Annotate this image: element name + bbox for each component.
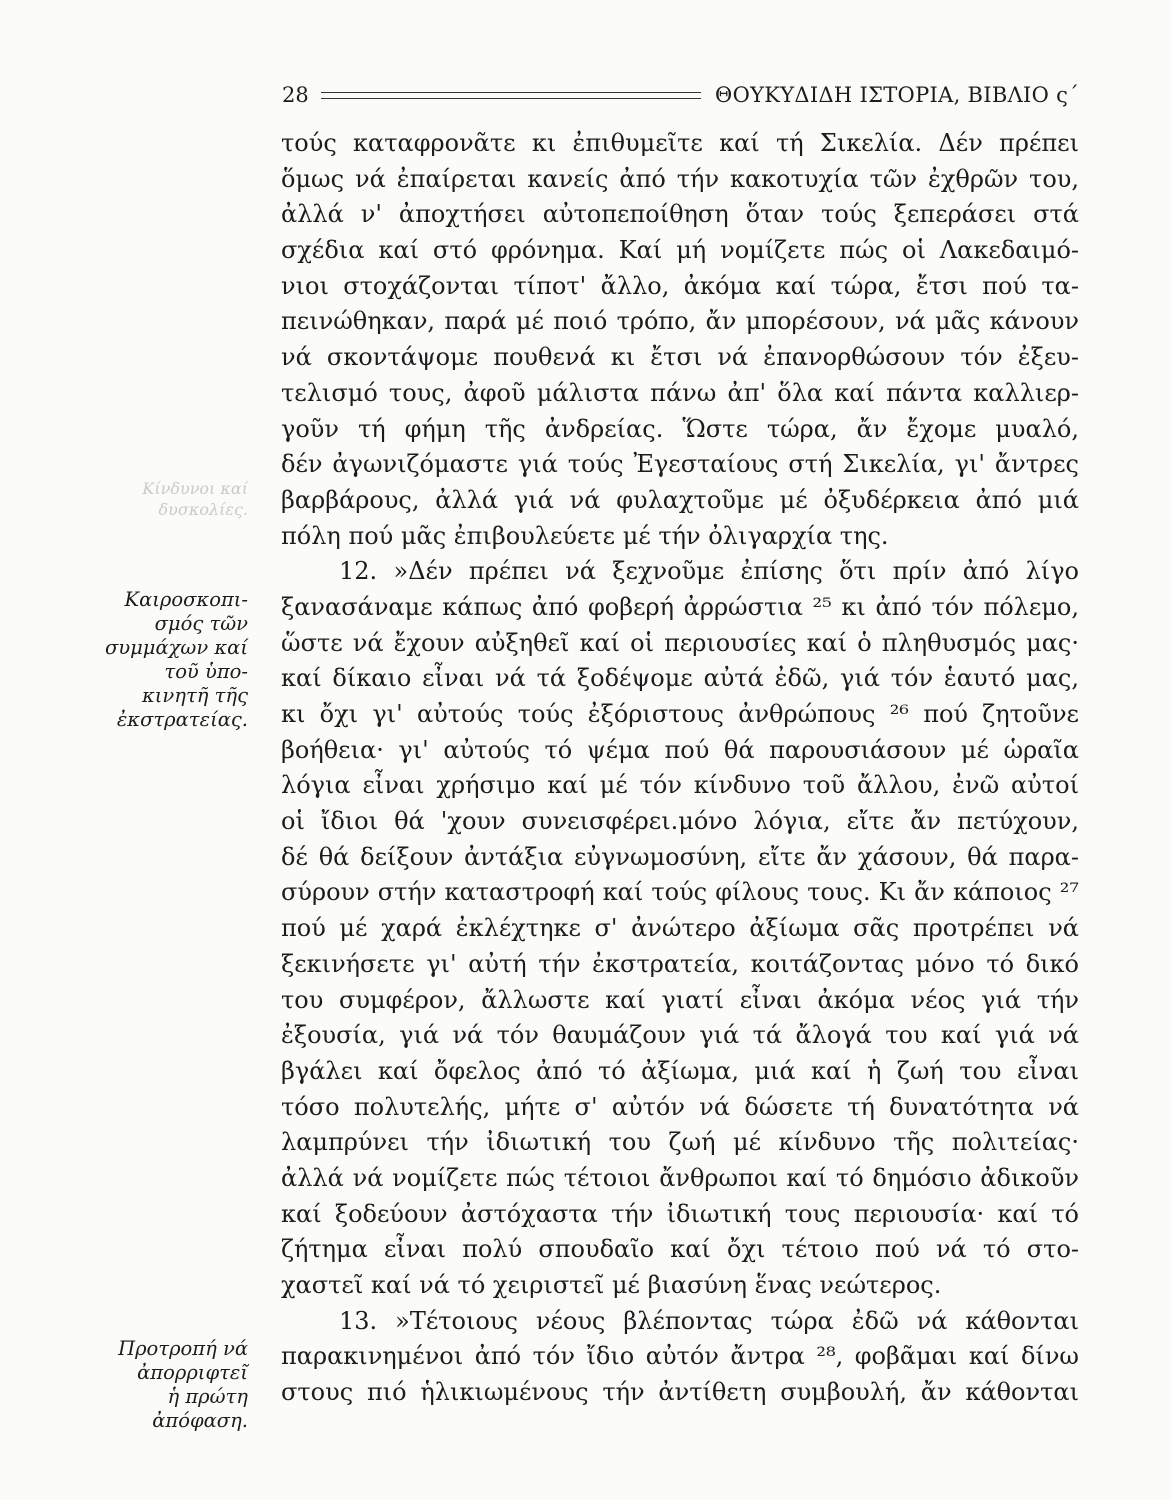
text-line: τελισμό τους, ἀφοῦ μάλιστα πάνω ἀπ' ὅλα καί πάντα καλλιερ-: [281, 378, 1079, 407]
text-line: του συμφέρον, ἄλλωστε καί γιατί εἶναι ἀκόμα νέος γιά τήν: [281, 985, 1079, 1014]
page-number: 28: [282, 83, 309, 107]
text-line: ζήτημα εἶναι πολύ σπουδαῖο καί ὄχι τέτοιο πού νά τό στο-: [281, 1235, 1079, 1264]
side-note-line: συμμάχων καί: [104, 636, 248, 659]
text-line: τούς καταφρονᾶτε κι ἐπιθυμεῖτε καί τή Σικελία. Δέν πρέπει: [281, 129, 1079, 157]
text-line: οἱ ἴδιοι θά 'χουν συνεισφέρει.μόνο λόγια, εἴτε ἄν πετύχουν,: [281, 807, 1079, 836]
text-line: βγάλει καί ὄφελος ἀπό τό ἀξίωμα, μιά καί ἡ ζωή του εἶναι: [281, 1056, 1079, 1085]
text-line: ξανασάναμε κάπως ἀπό φοβερή ἀρρώστια ²⁵ κι ἀπό τόν πόλεμο,: [281, 592, 1079, 621]
header-double-rule: [321, 92, 701, 99]
side-note-line: τοῦ ὑπο-: [164, 660, 248, 683]
text-line: γοῦν τή φήμη τῆς ἀνδρείας. Ὥστε τώρα, ἄν ἔχομε μυαλό,: [281, 414, 1079, 443]
text-line: πόλη πού μᾶς ἐπιβουλεύετε μέ τήν ὀλιγαρχία της.: [281, 521, 889, 550]
text-line: καί ξοδεύουν ἀστόχαστα τήν ἰδιωτική τους περιουσία· καί τό: [281, 1199, 1079, 1228]
text-line: βοήθεια· γι' αὐτούς τό ψέμα πού θά παρουσιάσουν μέ ὡραῖα: [281, 735, 1079, 764]
side-note-line: ἀπόφαση.: [152, 1409, 248, 1432]
side-note-line: σμός τῶν: [154, 612, 248, 635]
text-line: λαμπρύνει τήν ἰδιωτική του ζωή μέ κίνδυνο τῆς πολιτείας·: [281, 1128, 1079, 1157]
side-note-line: Προτροπή νά: [118, 1337, 248, 1360]
text-line: λόγια εἶναι χρήσιμο καί μέ τόν κίνδυνο τοῦ ἄλλου, ἐνῶ αὐτοί: [281, 771, 1079, 800]
side-note-exhortation: [88, 1337, 248, 1433]
side-note-line: ἡ πρώτη: [167, 1385, 248, 1408]
text-line: νιοι στοχάζονται τίποτ' ἄλλο, ἀκόμα καί τώρα, ἔτσι πού τα-: [281, 271, 1079, 300]
text-line: νά σκοντάψομε πουθενά κι ἔτσι νά ἐπανορθώσουν τόν ἐξευ-: [281, 343, 1079, 372]
body-text: [281, 126, 1079, 1411]
section-12-start: 12. »Δέν πρέπει νά ξεχνοῦμε ἐπίσης ὅτι πρίν ἀπό λίγο: [339, 557, 1079, 586]
text-line: πού μέ χαρά ἐκλέχτηκε σ' ἀνώτερο ἀξίωμα σᾶς προτρέπει νά: [281, 914, 1079, 943]
text-line: ἐξουσία, γιά νά τόν θαυμάζουν γιά τά ἄλογά του καί γιά νά: [281, 1021, 1079, 1050]
side-note-line: κινητῆ τῆς: [141, 684, 248, 707]
text-line: κι ὄχι γι' αὐτούς τούς ἐξόριστους ἀνθρώπους ²⁶ πού ζητοῦνε: [281, 700, 1079, 728]
text-line: σύρουν στήν καταστροφή καί τούς φίλους τους. Κι ἄν κάποιος ²⁷: [281, 878, 1079, 907]
text-line: ἀλλά ν' ἀποχτήσει αὐτοπεποίθηση ὅταν τούς ξεπεράσει στά: [281, 200, 1079, 229]
side-note-line: Καιροσκοπι-: [124, 588, 248, 611]
text-line: ξεκινήσετε γι' αὐτή τήν ἐκστρατεία, κοιτάζοντας μόνο τό δικό: [281, 949, 1079, 978]
side-note-line: Κίνδυνοι καί: [142, 479, 248, 498]
text-line: δέν ἀγωνιζόμαστε γιά τούς Ἐγεσταίους στή Σικελία, γι' ἄντρες: [281, 450, 1079, 479]
running-header: [282, 78, 1079, 112]
side-note-line: δυσκολίες.: [158, 500, 248, 519]
text-line: χαστεῖ καί νά τό χειριστεῖ μέ βιασύνη ἕνας νεώτερος.: [281, 1271, 942, 1299]
text-line: στους πιό ἡλικιωμένους τήν ἀντίθετη συμβουλή, ἄν κάθονται: [281, 1378, 1079, 1407]
text-line: βαρβάρους, ἀλλά γιά νά φυλαχτοῦμε μέ ὀξυδέρκεια ἀπό μιά: [281, 485, 1079, 514]
text-line: πεινώθηκαν, παρά μέ ποιό τρόπο, ἄν μπορέσουν, νά μᾶς κάνουν: [281, 307, 1079, 336]
text-line: σχέδια καί στό φρόνημα. Καί μή νομίζετε πώς οἱ Λακεδαιμό-: [281, 236, 1079, 265]
side-note-opportunism: [88, 588, 248, 732]
text-line: ὥστε νά ἔχουν αὐξηθεῖ καί οἱ περιουσίες καί ὁ πληθυσμός μας·: [281, 628, 1079, 657]
section-13-start: 13. »Τέτοιους νέους βλέποντας τώρα ἐδῶ νά κάθονται: [339, 1306, 1079, 1335]
running-title: ΘΟΥΚΥΔΙΔΗ ΙΣΤΟΡΙΑ, ΒΙΒΛΙΟ ς΄: [715, 83, 1079, 107]
text-line: ὅμως νά ἐπαίρεται κανείς ἀπό τήν κακοτυχία τῶν ἐχθρῶν του,: [281, 164, 1079, 193]
side-note-bleedthrough: [88, 478, 248, 520]
text-line: τόσο πολυτελής, μήτε σ' αὐτόν νά δώσετε τή δυνατότητα νά: [281, 1092, 1079, 1121]
text-line: παρακινημένοι ἀπό τόν ἴδιο αὐτόν ἄντρα ²⁸, φοβᾶμαι καί δίνω: [281, 1342, 1079, 1371]
text-line: ἀλλά νά νομίζετε πώς τέτοιοι ἄνθρωποι καί τό δημόσιο ἀδικοῦν: [281, 1163, 1079, 1192]
side-note-line: ἐκστρατείας.: [116, 708, 248, 731]
text-line: δέ θά δείξουν ἀντάξια εὐγνωμοσύνη, εἴτε ἄν χάσουν, θά παρα-: [281, 842, 1079, 871]
side-note-line: ἀπορριφτεῖ: [137, 1361, 248, 1384]
text-line: καί δίκαιο εἶναι νά τά ξοδέψομε αὐτά ἐδῶ, γιά τόν ἑαυτό μας,: [281, 664, 1079, 693]
